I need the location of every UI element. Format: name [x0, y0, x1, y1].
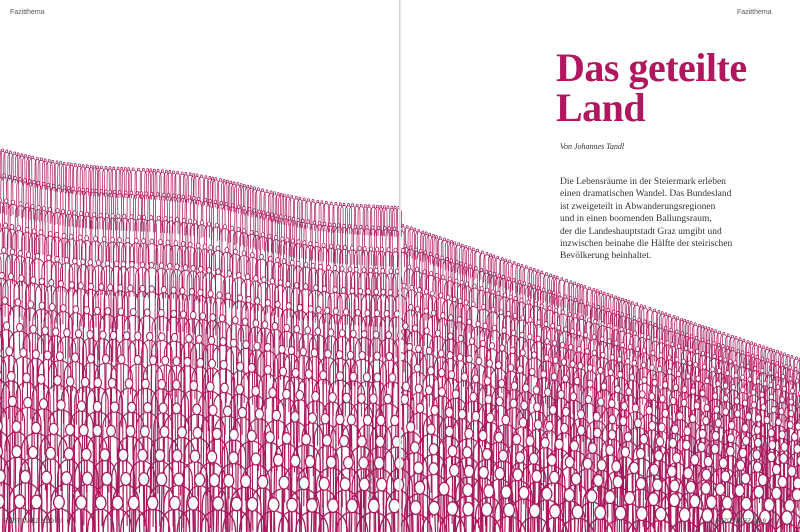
footer-sep-left: // [58, 519, 62, 525]
crowd-figure [441, 238, 448, 269]
section-label-right: Fazitthema [737, 9, 772, 16]
crowd-figure [0, 495, 13, 532]
article-title-line1: Das geteilte [556, 45, 747, 90]
article-title [556, 45, 747, 130]
lead-line: der die Landeshauptstadt Graz umgibt und [560, 226, 722, 237]
lead-line: Bevölkerung beinhaltet. [560, 251, 652, 262]
crowd-figure [374, 205, 380, 236]
footer-sep-right: // [770, 519, 774, 525]
crowd-figure [298, 284, 314, 352]
lead-line: einen dramatischen Wandel. Das Bundesland [560, 189, 732, 200]
lead-line: ist zweigeteilt in Abwanderungsregionen [560, 201, 716, 212]
article-title-line2: Land [556, 85, 646, 130]
illustration-credit: Grafik: Jara Jursic [368, 459, 374, 500]
footer-magazine-right: FAZIT MÄRZ 2019 [716, 519, 766, 525]
crowd-figure [477, 305, 490, 364]
article-lead [560, 176, 800, 263]
section-label-left: Fazitthema [10, 9, 45, 16]
page-number-right: 7 [778, 519, 782, 525]
lead-line: und in einen boomenden Ballungsraum, [560, 214, 712, 225]
page-gutter [399, 0, 401, 532]
crowd-figure [506, 260, 513, 291]
lead-line: Die Lebensräume in der Steiermark erleben [560, 177, 726, 187]
crowd-figure [354, 204, 360, 235]
crowd-figure [231, 182, 236, 213]
footer-left [4, 519, 70, 525]
footer-right [716, 519, 782, 525]
page-number-left: 6 [66, 519, 70, 525]
article-byline: Von Johannes Tandl [560, 142, 625, 151]
lead-line: inzwischen beinahe die Hälfte der steirischen [560, 239, 733, 250]
crowd-figure [104, 284, 117, 361]
footer-magazine-left: FAZIT MÄRZ 2019 [4, 519, 54, 525]
crowd-figure [377, 289, 389, 357]
